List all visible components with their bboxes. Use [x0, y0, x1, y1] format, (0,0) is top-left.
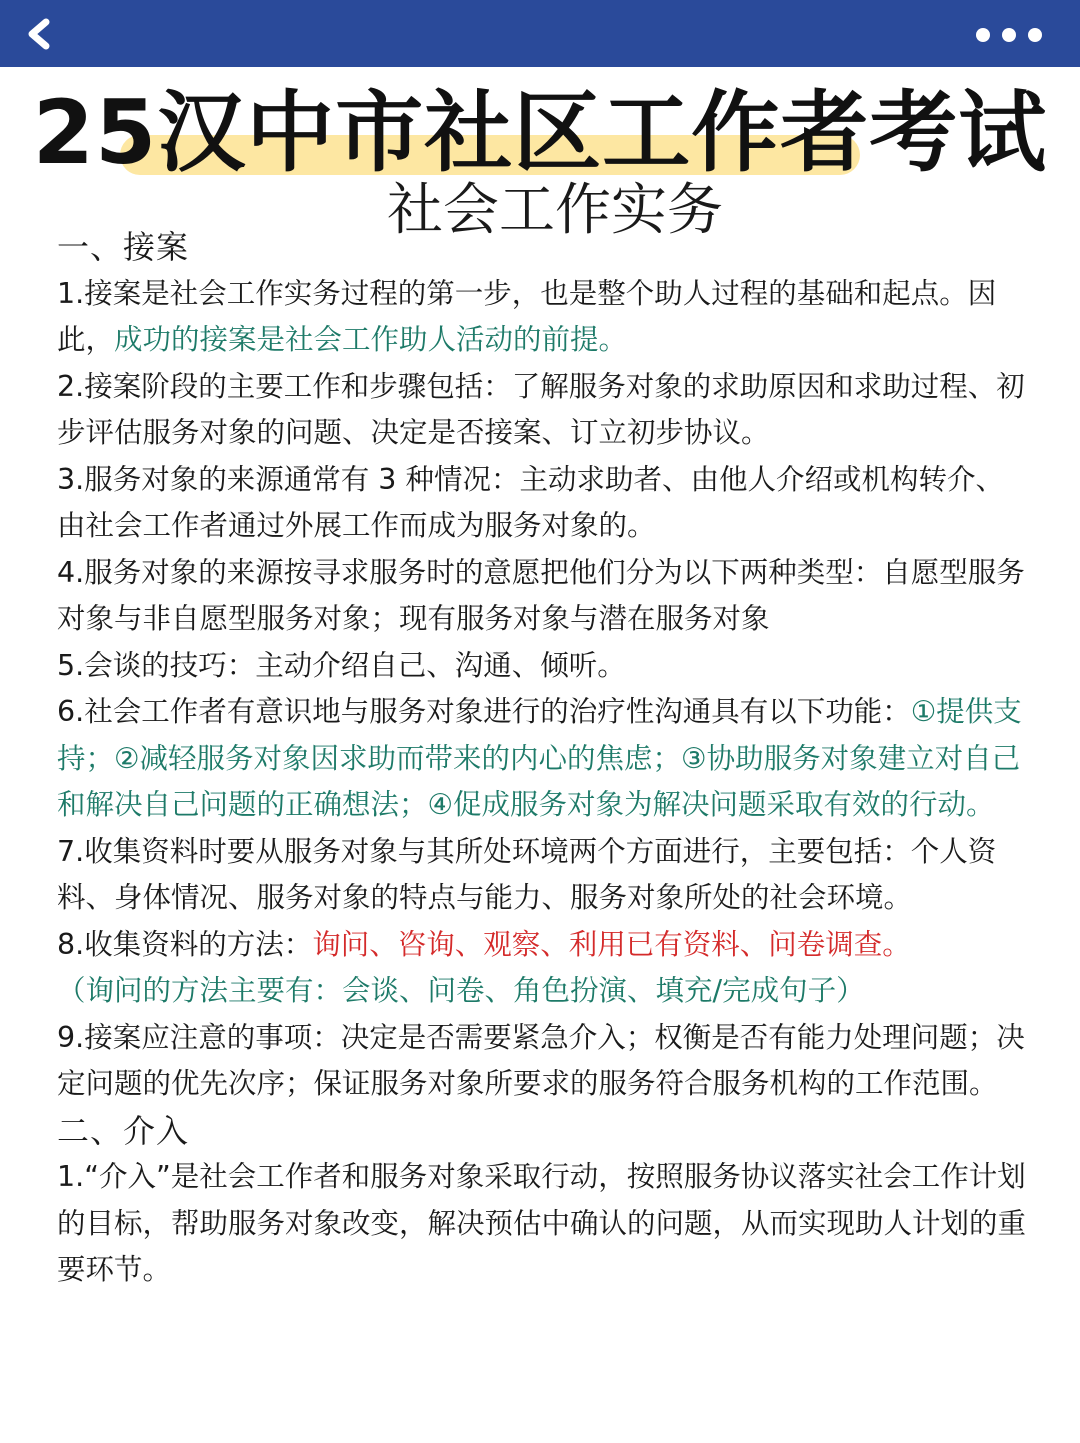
- more-dots-icon: [972, 22, 1046, 48]
- paragraph-8-highlight: 询问、咨询、观察、利用已有资料、问卷调查。: [312, 927, 911, 961]
- paragraph-9: 9.接案应注意的事项：决定是否需要紧急介入；权衡是否有能力处理问题；决定问题的优先次序；保证服务对象所要求的服务符合服务机构的工作范围。: [57, 1020, 1025, 1100]
- paragraph-7: 7.收集资料时要从服务对象与其所处环境两个方面进行，主要包括：个人资料、身体情况、服务对象的特点与能力、服务对象所处的社会环境。: [57, 834, 997, 914]
- top-bar: [0, 0, 1080, 67]
- paragraph-1-text: 1.接案是社会工作实务过程的第一步，也是整个助人过程的基础和起点。因此，: [57, 276, 997, 356]
- paragraph-8-text: 8.收集资料的方法：: [57, 927, 313, 961]
- article-body: [57, 224, 1032, 1294]
- paragraph-intervention-1: 1.“介入”是社会工作者和服务对象采取行动，按照服务协议落实社会工作计划的目标，帮助服务对象改变，解决预估中确认的问题，从而实现助人计划的重要环节。: [57, 1160, 1027, 1286]
- page-title: 25汉中市社区工作者考试: [32, 81, 1048, 184]
- paragraph-6-text: 6.社会工作者有意识地与服务对象进行的治疗性沟通具有以下功能：: [57, 695, 911, 728]
- paragraph-4: 4.服务对象的来源按寻求服务时的意愿把他们分为以下两种类型：自愿型服务对象与非自愿型服务对象；现有服务对象与潜在服务对象: [57, 555, 1025, 635]
- paragraph-8-note: （询问的方法主要有：会谈、问卷、角色扮演、填充/完成句子）: [57, 974, 865, 1007]
- paragraph-1-highlight: 成功的接案是社会工作助人活动的前提。: [114, 323, 628, 356]
- chevron-left-icon: [20, 14, 60, 54]
- section-heading-intervention: 二、介入: [57, 1111, 190, 1150]
- paragraph-2: 2.接案阶段的主要工作和步骤包括：了解服务对象的求助原因和求助过程、初步评估服务对象的问题、决定是否接案、订立初步协议。: [57, 369, 1025, 449]
- paragraph-1: [57, 271, 1032, 364]
- back-button[interactable]: [20, 14, 60, 54]
- more-button[interactable]: [972, 22, 1046, 48]
- paragraph-6: [57, 689, 1032, 829]
- page-subtitle: 社会工作实务: [387, 178, 723, 243]
- paragraph-6-highlight: ①提供支持；②减轻服务对象因求助而带来的内心的焦虑；③协助服务对象建立对自己和解决自己问题的正确想法；④促成服务对象为解决问题采取有效的行动。: [57, 695, 1022, 821]
- paragraph-8: [57, 922, 1032, 969]
- paragraph-5: 5.会谈的技巧：主动介绍自己、沟通、倾听。: [57, 648, 626, 682]
- paragraph-3: 3.服务对象的来源通常有 3 种情况：主动求助者、由他人介绍或机构转介、由社会工作者通过外展工作而成为服务对象的。: [57, 462, 1004, 542]
- section-heading-intake: 一、接案: [57, 228, 190, 266]
